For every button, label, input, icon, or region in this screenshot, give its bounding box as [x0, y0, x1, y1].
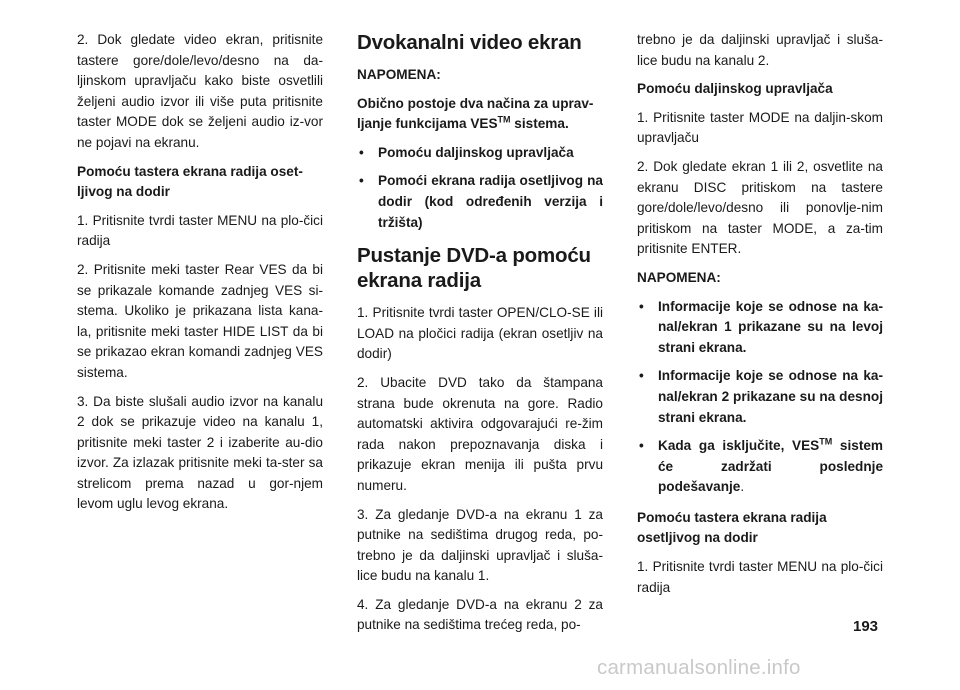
- note-label: NAPOMENA:: [357, 67, 441, 82]
- bullet-item: • Informacije koje se odnose na ka-nal/ekran 1 prikazane su na levoj strani ekrana.: [637, 297, 883, 359]
- note-label: NAPOMENA:: [637, 269, 721, 285]
- paragraph: 2. Pritisnite meki taster Rear VES da bi se prikazale komande zadnjeg VES si-stema. Ukoliko je prikazana lista kana-la, pritisnite meki taster HIDE LIST da bi se prikazao ekran komandi zadnjeg VES sistema.: [77, 261, 323, 380]
- paragraph: 1. Pritisnite taster MODE na daljin-skom upravljaču: [637, 109, 883, 146]
- paragraph: 3. Da biste slušali audio izvor na kanalu 2 dok se prikazuje video na kanalu 1, pritisnite meki taster 2 i izaberite au-dio izvor. Za izlazak pritisnite meki ta-ster sa strelicom prema nazad u gor-njem levom uglu levog ekrana.: [77, 393, 323, 512]
- column-left: [77, 30, 323, 523]
- subheading: Pomoću daljinskog upravljača: [637, 81, 833, 97]
- bullet-text: Kada ga isključite, VES: [658, 438, 820, 454]
- watermark: carmanualsonline.info: [597, 656, 801, 679]
- paragraph: 2. Dok gledate ekran 1 ili 2, osvetlite na ekranu DISC pritiskom na tastere gore/dole/levo/desno ili ponovlje-nim pritiskom na taster MODE, a za-tim pritisnite ENTER.: [637, 158, 883, 257]
- paragraph: 2. Ubacite DVD tako da štampana strana bude okrenuta na gore. Radio automatski aktivira odgovarajući re-žim rada nakon prepoznavanja diska i prikazuje ekran menija ili pušta prvu numeru.: [357, 374, 603, 493]
- bullet-text: sistem će zadržati poslednje podešavanje: [658, 438, 884, 495]
- page-number: 193: [853, 618, 879, 635]
- paragraph: 2. Dok gledate video ekran, pritisnite tastere gore/dole/levo/desno na da-ljinskom upravljaču kako biste osvetlili željeni audio izvor ili više puta pritisnite taster MODE dok se željeni audio iz-vor ne pojavi na ekranu.: [77, 32, 323, 150]
- paragraph: 1. Pritisnite tvrdi taster MENU na plo-čici radija: [77, 212, 323, 249]
- bullet-text-end: .: [740, 479, 745, 495]
- subheading: Pomoću tastera ekrana radija oset-ljivog na dodir: [77, 163, 303, 200]
- paragraph: 1. Pritisnite tvrdi taster MENU na plo-čici radija: [637, 559, 883, 595]
- column-right: [637, 30, 883, 606]
- paragraph: trebno je da daljinski upravljač i sluša-lice budu na kanalu 2.: [637, 32, 883, 68]
- paragraph: 4. Za gledanje DVD-a na ekranu 2 za putnike na sedištima trećeg reda, po-: [357, 596, 603, 633]
- bullet-item: • Informacije koje se odnose na ka-nal/ekran 2 prikazane su na desnoj strani ekrana.: [637, 366, 883, 428]
- paragraph: 1. Pritisnite tvrdi taster OPEN/CLO-SE ili LOAD na pločici radija (ekran osetljiv na dodir): [357, 305, 603, 362]
- note-text-tail: sistema.: [510, 116, 569, 132]
- section-title: Dvokanalni video ekran: [357, 31, 582, 54]
- bullet-list: [637, 297, 883, 498]
- bullet-list: [357, 143, 603, 233]
- trademark-mark: TM: [497, 114, 511, 125]
- subheading: Pomoću tastera ekrana radija osetljivog na dodir: [637, 509, 827, 546]
- trademark-mark: TM: [819, 436, 833, 447]
- bullet-item: [637, 436, 883, 498]
- note-text: [357, 94, 603, 135]
- section-title: Pustanje DVD-a pomoću ekrana radija: [357, 244, 591, 293]
- bullet-item: • Pomoću daljinskog upravljača: [357, 143, 603, 164]
- column-middle: [357, 30, 603, 644]
- bullet-item: • Pomoći ekrana radija osetljivog na dodir (kod određenih verzija i tržišta): [357, 171, 603, 233]
- paragraph: 3. Za gledanje DVD-a na ekranu 1 za putnike na sedištima drugog reda, po-trebno je da daljinski upravljač i sluša-lice budu na kanalu 1.: [357, 506, 603, 584]
- note-text-main: Obično postoje dva načina za uprav-ljanje funkcijama VES: [357, 95, 594, 132]
